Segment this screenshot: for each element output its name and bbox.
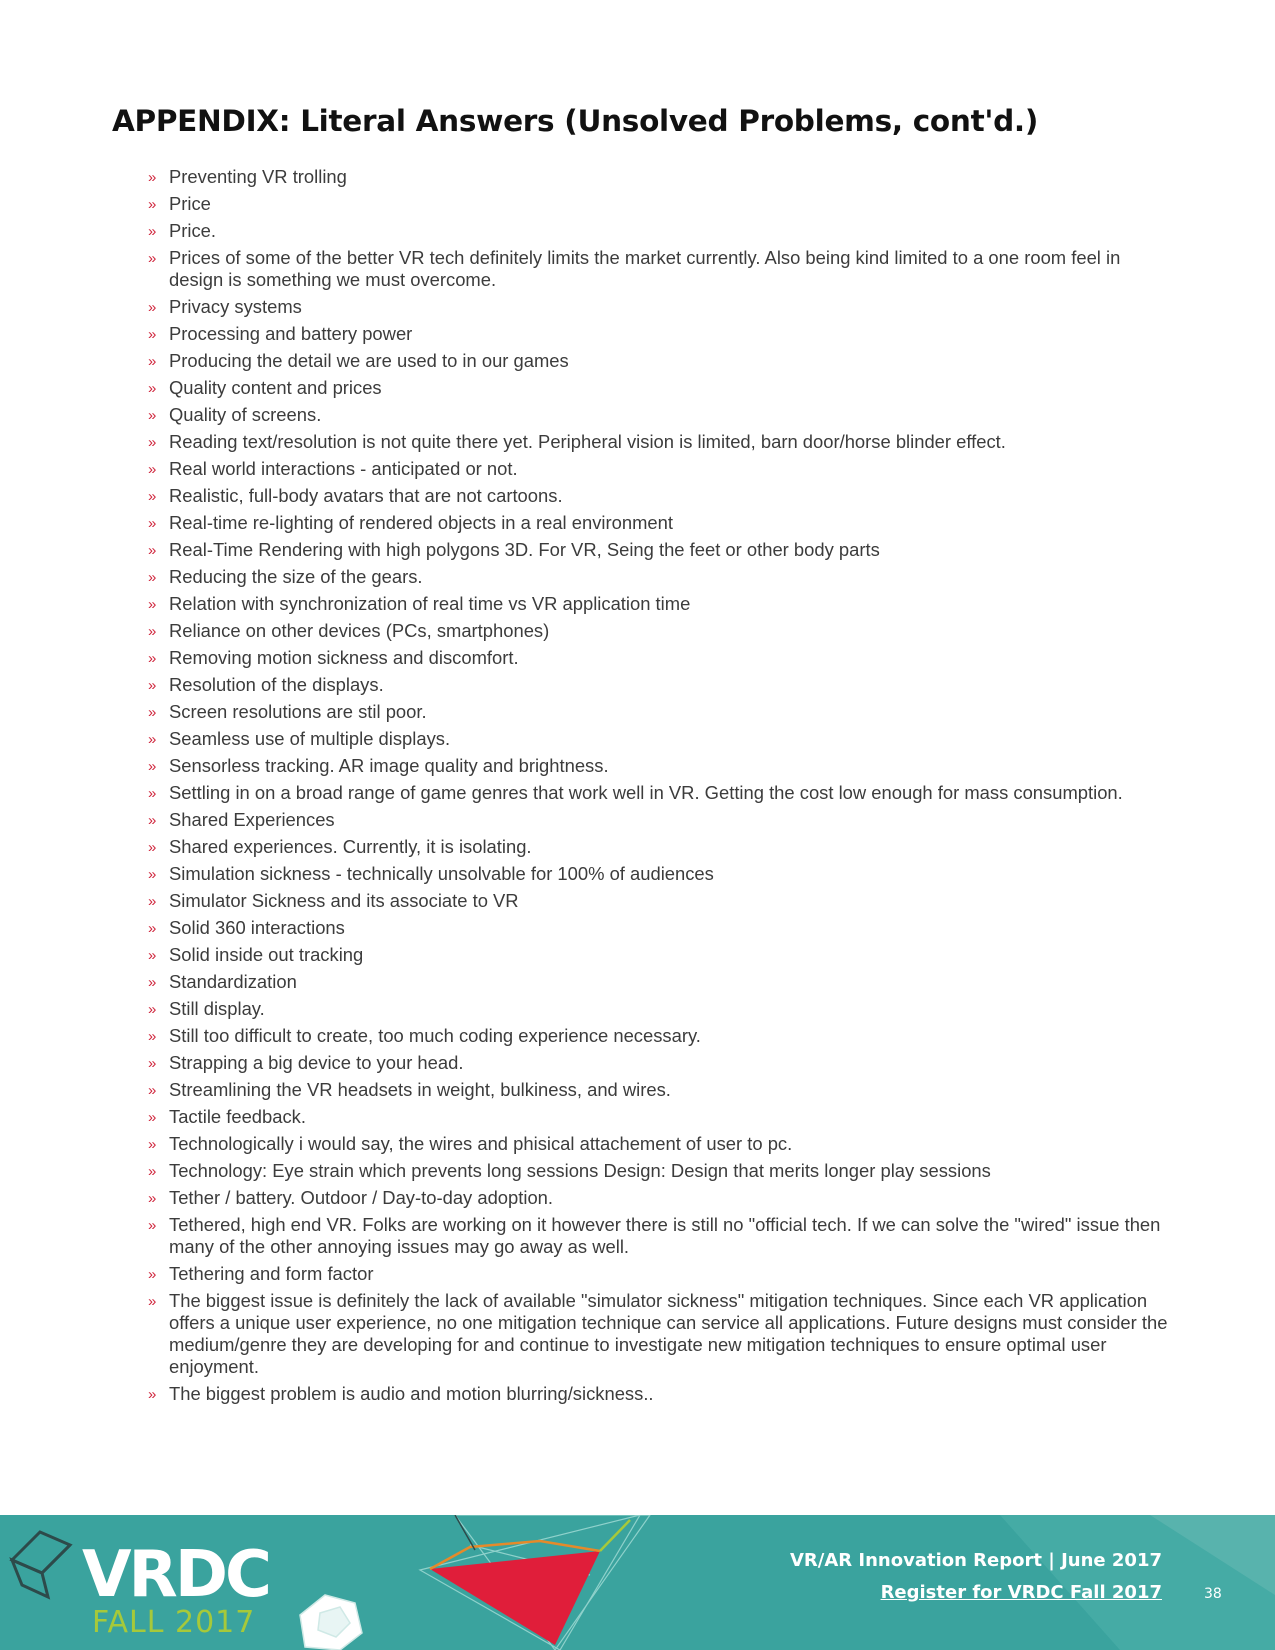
list-item [148,193,1168,215]
register-link[interactable]: Register for VRDC Fall 2017 [880,1582,1162,1603]
bullet-icon: » [148,623,157,640]
list-item-text: Realistic, full-body avatars that are not cartoons. [169,485,563,506]
bullet-icon: » [148,299,157,316]
list-item-text: Producing the detail we are used to in our games [169,350,569,371]
list-item-text: Preventing VR trolling [169,166,347,187]
list-item [148,512,1168,534]
list-item-text: Tethered, high end VR. Folks are working on it however there is still no "official tech. If we can solve the "wired" issue then many of the other annoying issues may go away as well. [169,1214,1161,1257]
list-item [148,1106,1168,1128]
list-item-text: Processing and battery power [169,323,413,344]
bullet-icon: » [148,1028,157,1045]
list-item [148,404,1168,426]
bullet-icon: » [148,974,157,991]
bullet-icon: » [148,1190,157,1207]
list-item-text: The biggest problem is audio and motion blurring/sickness.. [169,1383,654,1404]
bullet-icon: » [148,515,157,532]
bullet-icon: » [148,650,157,667]
bullet-icon: » [148,704,157,721]
bullet-icon: » [148,947,157,964]
list-item [148,998,1168,1020]
list-item [148,296,1168,318]
list-item-text: Privacy systems [169,296,302,317]
list-item [148,485,1168,507]
list-item-text: Real-Time Rendering with high polygons 3D. For VR, Seing the feet or other body parts [169,539,880,560]
list-item [148,782,1168,804]
list-item [148,1290,1168,1378]
list-item-text: Technologically i would say, the wires and phisical attachement of user to pc. [169,1133,793,1154]
list-item [148,755,1168,777]
bullet-icon: » [148,839,157,856]
bullet-icon: » [148,434,157,451]
list-item-text: Tactile feedback. [169,1106,306,1127]
bullet-icon: » [148,677,157,694]
list-item [148,539,1168,561]
bullet-icon: » [148,569,157,586]
list-item-text: Screen resolutions are stil poor. [169,701,427,722]
list-item-text: Resolution of the displays. [169,674,384,695]
list-item [148,863,1168,885]
triangle-edge-icon [600,1520,630,1551]
dodecahedron-icon [300,1595,362,1650]
bullet-icon: » [148,731,157,748]
red-triangle-icon [430,1551,600,1645]
list-item-text: Simulation sickness - technically unsolvable for 100% of audiences [169,863,714,884]
bullet-icon: » [148,542,157,559]
list-item-text: Sensorless tracking. AR image quality and brightness. [169,755,609,776]
bullet-icon: » [148,596,157,613]
list-item [148,323,1168,345]
bullet-icon: » [148,1082,157,1099]
list-item-text: Removing motion sickness and discomfort. [169,647,519,668]
bullet-icon: » [148,1386,157,1403]
list-item-text: Real-time re-lighting of rendered objects in a real environment [169,512,673,533]
list-item [148,1214,1168,1258]
list-item [148,247,1168,291]
page-number: 38 [1204,1586,1222,1602]
bullet-icon: » [148,920,157,937]
cube-outline-icon [12,1532,70,1597]
list-item [148,971,1168,993]
list-item-text: Solid 360 interactions [169,917,345,938]
footer-banner [0,1515,1275,1650]
list-item [148,1079,1168,1101]
list-item-text: Standardization [169,971,297,992]
list-item-text: Real world interactions - anticipated or not. [169,458,518,479]
list-item [148,458,1168,480]
list-item-text: The biggest issue is definitely the lack of available "simulator sickness" mitigation techniques. Since each VR application offers a unique user experience, no one mitigation technique can service all applications. Future designs must consider the medium/genre they are developing for and continue to investigate new mitigation techniques to ensure optimal user enjoyment. [169,1290,1168,1377]
bullet-icon: » [148,196,157,213]
list-item [148,944,1168,966]
answer-list [148,166,1168,1410]
list-item [148,350,1168,372]
bullet-icon: » [148,169,157,186]
list-item [148,647,1168,669]
bullet-icon: » [148,407,157,424]
list-item-text: Price [169,193,211,214]
list-item-text: Strapping a big device to your head. [169,1052,464,1073]
list-item-text: Seamless use of multiple displays. [169,728,451,749]
list-item [148,728,1168,750]
bullet-icon: » [148,326,157,343]
bullet-icon: » [148,488,157,505]
vrdc-logo: VRDC [82,1538,269,1612]
list-item-text: Still display. [169,998,265,1019]
bullet-icon: » [148,1109,157,1126]
triangle-edge-icon [455,1515,475,1550]
bullet-icon: » [148,250,157,267]
list-item-text: Reducing the size of the gears. [169,566,423,587]
list-item-text: Tethering and form factor [169,1263,374,1284]
list-item [148,220,1168,242]
list-item-text: Solid inside out tracking [169,944,364,965]
list-item-text: Shared Experiences [169,809,335,830]
list-item [148,890,1168,912]
list-item [148,1187,1168,1209]
list-item [148,377,1168,399]
list-item-text: Quality content and prices [169,377,382,398]
list-item-text: Reliance on other devices (PCs, smartphones) [169,620,550,641]
list-item-text: Price. [169,220,217,241]
list-item-text: Technology: Eye strain which prevents long sessions Design: Design that merits longer play sessions [169,1160,991,1181]
list-item-text: Streamlining the VR headsets in weight, bulkiness, and wires. [169,1079,671,1100]
bullet-icon: » [148,1001,157,1018]
list-item [148,1052,1168,1074]
list-item-text: Reading text/resolution is not quite there yet. Peripheral vision is limited, barn door/horse blinder effect. [169,431,1006,452]
list-item [148,1160,1168,1182]
bullet-icon: » [148,380,157,397]
list-item [148,701,1168,723]
bullet-icon: » [148,461,157,478]
list-item [148,620,1168,642]
bullet-icon: » [148,1136,157,1153]
page-title: APPENDIX: Literal Answers (Unsolved Problems, cont'd.) [112,104,1039,138]
list-item [148,674,1168,696]
list-item [148,917,1168,939]
bullet-icon: » [148,1217,157,1234]
bullet-icon: » [148,758,157,775]
list-item-text: Shared experiences. Currently, it is isolating. [169,836,532,857]
list-item [148,836,1168,858]
list-item-text: Tether / battery. Outdoor / Day-to-day adoption. [169,1187,554,1208]
report-title: VR/AR Innovation Report | June 2017 [789,1550,1162,1571]
list-item [148,593,1168,615]
list-item [148,1263,1168,1285]
bullet-icon: » [148,812,157,829]
list-item [148,431,1168,453]
list-item [148,1025,1168,1047]
bullet-icon: » [148,1163,157,1180]
list-item [148,809,1168,831]
list-item [148,1133,1168,1155]
list-item-text: Still too difficult to create, too much coding experience necessary. [169,1025,701,1046]
bullet-icon: » [148,1266,157,1283]
list-item-text: Relation with synchronization of real time vs VR application time [169,593,691,614]
bullet-icon: » [148,866,157,883]
bullet-icon: » [148,1293,157,1310]
list-item-text: Quality of screens. [169,404,322,425]
list-item-text: Settling in on a broad range of game genres that work well in VR. Getting the cost low enough for mass consumption. [169,782,1123,803]
bullet-icon: » [148,893,157,910]
list-item [148,166,1168,188]
bullet-icon: » [148,1055,157,1072]
list-item-text: Simulator Sickness and its associate to VR [169,890,519,911]
bullet-icon: » [148,785,157,802]
vrdc-logo-subtitle: FALL 2017 [92,1605,256,1640]
bullet-icon: » [148,223,157,240]
list-item-text: Prices of some of the better VR tech definitely limits the market currently. Also being kind limited to a one room feel in design is something we must overcome. [169,247,1121,290]
bullet-icon: » [148,353,157,370]
list-item [148,1383,1168,1405]
list-item [148,566,1168,588]
